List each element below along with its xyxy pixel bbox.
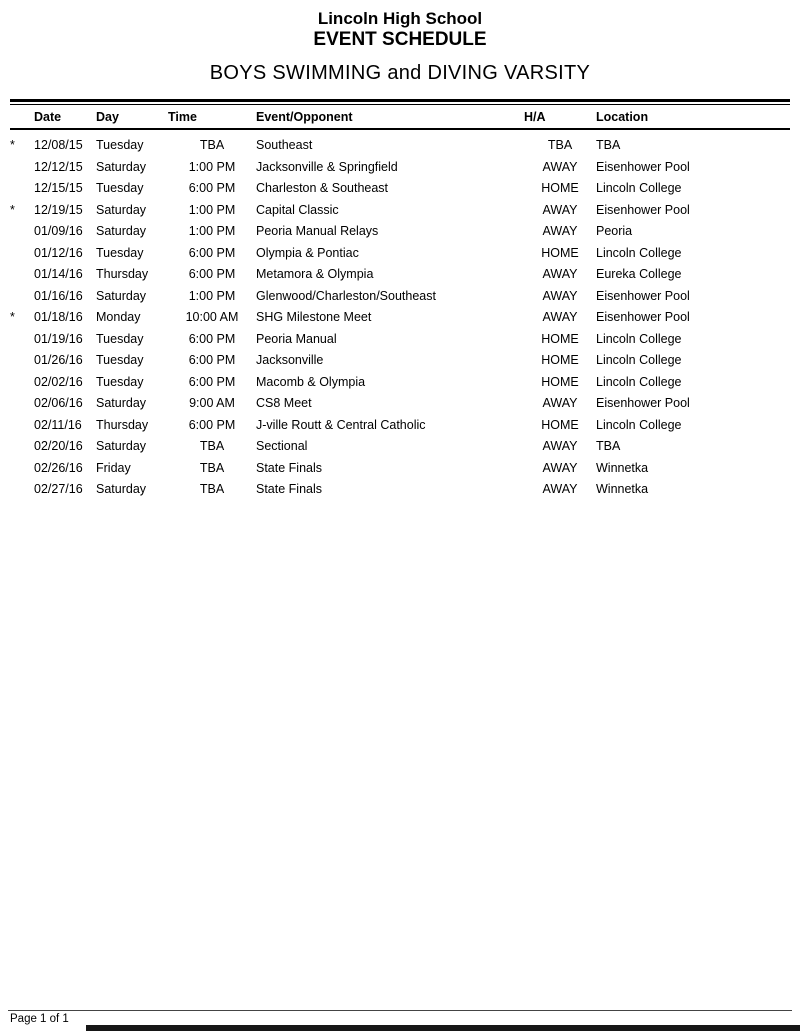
cell-date: 01/19/16 <box>34 331 83 346</box>
column-header-day: Day <box>96 105 168 129</box>
cell-day: Saturday <box>96 482 147 497</box>
table-row <box>10 414 790 436</box>
cell-location: TBA <box>596 138 621 153</box>
cell-star <box>10 177 34 199</box>
cell-day: Tuesday <box>96 353 144 368</box>
school-name: Lincoln High School <box>317 9 483 28</box>
cell-day: Saturday <box>96 159 147 174</box>
cell-day: Thursday <box>96 267 149 282</box>
cell-time: 6:00 PM <box>188 267 236 282</box>
page-number: Page 1 of 1 <box>10 1013 69 1025</box>
cell-time: 6:00 PM <box>188 245 236 260</box>
column-header-ha: H/A <box>524 105 596 129</box>
cell-date: 02/06/16 <box>34 396 83 411</box>
cell-event: Glenwood/Charleston/Southeast <box>256 288 436 303</box>
cell-star <box>10 414 34 436</box>
table-row <box>10 306 790 328</box>
cell-day: Friday <box>96 460 131 475</box>
cell-time: 6:00 PM <box>188 331 236 346</box>
cell-ha: HOME <box>541 181 579 196</box>
cell-location: Eureka College <box>596 267 682 282</box>
cell-ha: AWAY <box>542 396 578 411</box>
table-row <box>10 220 790 242</box>
cell-ha: AWAY <box>542 482 578 497</box>
cell-date: 02/11/16 <box>34 417 82 432</box>
cell-time: 6:00 PM <box>188 374 236 389</box>
cell-location: Lincoln College <box>596 245 682 260</box>
cell-event: Olympia & Pontiac <box>256 245 359 260</box>
table-row <box>10 371 790 393</box>
table-row <box>10 129 790 156</box>
page-footer <box>0 1010 800 1025</box>
cell-time: 6:00 PM <box>188 181 236 196</box>
cell-ha: AWAY <box>542 159 578 174</box>
cell-time: TBA <box>199 482 225 497</box>
cell-location: Peoria <box>596 224 633 239</box>
cell-star <box>10 328 34 350</box>
table-row <box>10 199 790 221</box>
table-row <box>10 392 790 414</box>
cell-star <box>10 156 34 178</box>
event-schedule-table <box>10 105 790 500</box>
cell-location: Lincoln College <box>596 417 682 432</box>
cell-event: Metamora & Olympia <box>256 267 374 282</box>
cell-day: Saturday <box>96 224 147 239</box>
cell-ha: HOME <box>541 374 579 389</box>
cell-location: Lincoln College <box>596 181 682 196</box>
cell-ha: HOME <box>541 331 579 346</box>
cell-date: 01/14/16 <box>34 267 83 282</box>
cell-location: Winnetka <box>596 482 649 497</box>
cell-date: 02/20/16 <box>34 439 83 454</box>
cell-time: TBA <box>199 439 225 454</box>
cell-date: 12/15/15 <box>34 181 83 196</box>
cell-event: Sectional <box>256 439 308 454</box>
document-title: EVENT SCHEDULE <box>313 29 487 51</box>
cell-day: Thursday <box>96 417 149 432</box>
table-row <box>10 457 790 479</box>
cell-event: CS8 Meet <box>256 396 312 411</box>
cell-star: * <box>10 202 15 217</box>
cell-time: 10:00 AM <box>185 310 239 325</box>
column-header-location: Location <box>596 105 790 129</box>
cell-location: Eisenhower Pool <box>596 396 690 411</box>
cell-event: Jacksonville <box>256 353 324 368</box>
cell-time: 6:00 PM <box>188 353 236 368</box>
cell-ha: AWAY <box>542 310 578 325</box>
cell-ha: AWAY <box>542 439 578 454</box>
header-rule-thick <box>10 99 790 102</box>
cell-time: 1:00 PM <box>188 224 236 239</box>
schedule-table-body <box>10 129 790 500</box>
cell-date: 01/18/16 <box>34 310 83 325</box>
cell-location: Winnetka <box>596 460 649 475</box>
document-subtitle: BOYS SWIMMING and DIVING VARSITY <box>209 62 591 85</box>
cell-ha: HOME <box>541 245 579 260</box>
cell-date: 02/27/16 <box>34 482 83 497</box>
cell-day: Tuesday <box>96 331 144 346</box>
cell-day: Tuesday <box>96 374 144 389</box>
cell-event: J-ville Routt & Central Catholic <box>256 417 426 432</box>
cell-location: TBA <box>596 439 621 454</box>
cell-event: State Finals <box>256 482 323 497</box>
cell-time: 9:00 AM <box>189 396 235 411</box>
cell-ha: HOME <box>541 353 579 368</box>
cell-location: Eisenhower Pool <box>596 202 690 217</box>
cell-date: 12/08/15 <box>34 138 83 153</box>
cell-time: 6:00 PM <box>188 417 236 432</box>
page-header <box>0 0 800 85</box>
cell-star <box>10 435 34 457</box>
cell-day: Tuesday <box>96 138 144 153</box>
cell-ha: AWAY <box>542 267 578 282</box>
table-row <box>10 263 790 285</box>
cell-date: 02/02/16 <box>34 374 83 389</box>
cell-location: Eisenhower Pool <box>596 288 690 303</box>
cell-star <box>10 371 34 393</box>
cell-day: Saturday <box>96 202 147 217</box>
cell-star <box>10 457 34 479</box>
cell-star <box>10 478 34 500</box>
cell-star: * <box>10 138 15 153</box>
table-row <box>10 328 790 350</box>
cell-event: Macomb & Olympia <box>256 374 366 389</box>
cell-star <box>10 242 34 264</box>
cell-event: Southeast <box>256 138 313 153</box>
cell-date: 01/16/16 <box>34 288 83 303</box>
cell-event: State Finals <box>256 460 323 475</box>
table-row <box>10 177 790 199</box>
table-row <box>10 435 790 457</box>
cell-event: Charleston & Southeast <box>256 181 389 196</box>
cell-date: 12/12/15 <box>34 159 83 174</box>
cell-day: Saturday <box>96 439 147 454</box>
cell-time: 1:00 PM <box>188 202 236 217</box>
cell-event: SHG Milestone Meet <box>256 310 372 325</box>
cell-day: Tuesday <box>96 181 144 196</box>
cell-ha: AWAY <box>542 460 578 475</box>
footer-rule <box>8 1010 792 1011</box>
cell-location: Eisenhower Pool <box>596 159 690 174</box>
cell-time: TBA <box>199 138 225 153</box>
cell-time: 1:00 PM <box>188 159 236 174</box>
cell-star <box>10 220 34 242</box>
cell-date: 01/12/16 <box>34 245 83 260</box>
cell-ha: AWAY <box>542 202 578 217</box>
cell-star: * <box>10 310 15 325</box>
column-header-event: Event/Opponent <box>256 105 524 129</box>
cell-day: Saturday <box>96 396 147 411</box>
cell-star <box>10 285 34 307</box>
cell-date: 12/19/15 <box>34 202 83 217</box>
cell-location: Lincoln College <box>596 353 682 368</box>
cell-star <box>10 263 34 285</box>
cell-event: Peoria Manual <box>256 331 337 346</box>
table-header-row <box>10 105 790 129</box>
cell-day: Monday <box>96 310 141 325</box>
cell-ha: AWAY <box>542 224 578 239</box>
cell-time: TBA <box>199 460 225 475</box>
cell-day: Saturday <box>96 288 147 303</box>
cell-location: Lincoln College <box>596 331 682 346</box>
column-header-star <box>10 105 34 129</box>
cell-date: 01/26/16 <box>34 353 83 368</box>
table-row <box>10 242 790 264</box>
table-row <box>10 478 790 500</box>
cell-ha: TBA <box>547 138 573 153</box>
cell-star <box>10 392 34 414</box>
cell-day: Tuesday <box>96 245 144 260</box>
cell-time: 1:00 PM <box>188 288 236 303</box>
table-row <box>10 349 790 371</box>
cell-event: Peoria Manual Relays <box>256 224 379 239</box>
cell-ha: AWAY <box>542 288 578 303</box>
table-row <box>10 285 790 307</box>
column-header-date: Date <box>34 105 96 129</box>
column-header-time: Time <box>168 105 256 129</box>
cell-event: Jacksonville & Springfield <box>256 159 398 174</box>
table-row <box>10 156 790 178</box>
cell-date: 01/09/16 <box>34 224 83 239</box>
cell-star <box>10 349 34 371</box>
cell-event: Capital Classic <box>256 202 339 217</box>
horizontal-scrollbar[interactable] <box>86 1025 800 1031</box>
cell-location: Eisenhower Pool <box>596 310 690 325</box>
cell-date: 02/26/16 <box>34 460 83 475</box>
cell-location: Lincoln College <box>596 374 682 389</box>
cell-ha: HOME <box>541 417 579 432</box>
